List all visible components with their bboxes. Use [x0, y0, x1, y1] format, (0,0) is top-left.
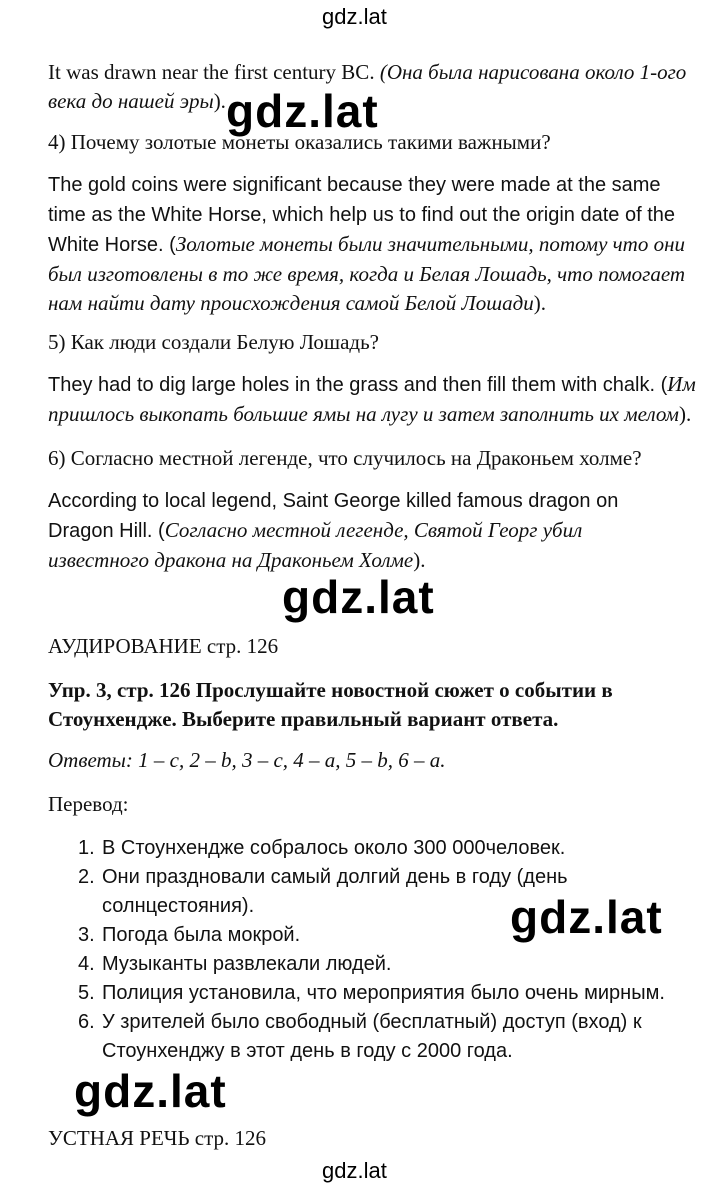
answer-5 [48, 370, 708, 429]
question-5: 5) Как люди создали Белую Лошадь? [48, 330, 380, 354]
answer-5-russian: Им пришлось выкопать большие ямы на лугу и затем заполнить их мелом [48, 372, 696, 426]
question-6: 6) Согласно местной легенде, что случилось на Драконьем холме? [48, 446, 642, 470]
answer-6-russian: Согласно местной легенде, Святой Георг убил известного дракона на Драконьем Холме [48, 518, 583, 572]
list-item [48, 834, 708, 863]
answers-line: Ответы: 1 – c, 2 – b, 3 – c, 4 – a, 5 – b, 6 – a. [48, 748, 446, 772]
list-item-number: 1. [78, 837, 95, 859]
list-item-number: 4. [78, 953, 95, 975]
list-item-text: Полиция установила, что мероприятия было очень мирным. [102, 982, 665, 1004]
question-4: 4) Почему золотые монеты оказались такими важными? [48, 130, 551, 154]
list-item-text: Они праздновали самый долгий день в году (день солнцестояния). [102, 866, 568, 917]
answer-4-end: ). [533, 291, 546, 315]
list-item [48, 863, 572, 921]
list-item-text: Музыканты развлекали людей. [102, 953, 392, 975]
answer-3-russian: (Она была нарисована около 1-ого века до нашей эры [48, 60, 687, 113]
watermark-bottom: gdz.lat [322, 1158, 387, 1183]
answer-6 [48, 486, 688, 575]
watermark-2: gdz.lat [282, 571, 435, 623]
answer-4-english: The gold coins were significant because they were made at the same time as the White Horse, which help us to find out the origin date of the White Horse. ( [48, 174, 676, 256]
answer-5-english: They had to dig large holes in the grass and then fill them with chalk. ( [48, 374, 668, 396]
watermark-1: gdz.lat [226, 85, 379, 137]
list-item-text: У зрителей было свободный (бесплатный) доступ (вход) к Стоунхенджу в этот день в году с 2000 года. [102, 1011, 642, 1062]
list-item [48, 1008, 642, 1066]
list-item-number: 3. [78, 924, 95, 946]
answer-4-russian: Золотые монеты были значительными, потому что они был изготовлены в то же время, когда и Белая Лошадь, что помогает нам найти дату происхождения самой Белой Лошади [48, 232, 686, 315]
answer-3-english: It was drawn near the first century BC. [48, 60, 380, 84]
section-listening: АУДИРОВАНИЕ стр. 126 [48, 634, 279, 658]
answer-3-end: ). [213, 89, 226, 113]
list-item-number: 2. [78, 866, 95, 888]
list-item-text: Погода была мокрой. [102, 924, 301, 946]
answer-5-end: ). [678, 402, 692, 426]
answer-4 [48, 170, 688, 318]
list-item [48, 950, 708, 979]
translation-list [48, 834, 708, 1066]
translation-label: Перевод: [48, 792, 129, 816]
watermark-4: gdz.lat [74, 1065, 227, 1117]
list-item-number: 6. [78, 1011, 95, 1033]
answer-6-english: According to local legend, Saint George killed famous dragon on Dragon Hill. ( [48, 490, 619, 542]
answer-6-end: ). [413, 548, 426, 572]
exercise-title: Упр. 3, стр. 126 Прослушайте новостной сюжет о событии в Стоунхендже. Выберите правильный вариант ответа. [48, 678, 613, 731]
list-item [48, 979, 708, 1008]
list-item-text: В Стоунхендже собралось около 300 000человек. [102, 837, 566, 859]
section-speaking: УСТНАЯ РЕЧЬ стр. 126 [48, 1126, 267, 1150]
watermark-3: gdz.lat [510, 891, 663, 943]
list-item-number: 5. [78, 982, 95, 1004]
watermark-top: gdz.lat [322, 4, 387, 29]
